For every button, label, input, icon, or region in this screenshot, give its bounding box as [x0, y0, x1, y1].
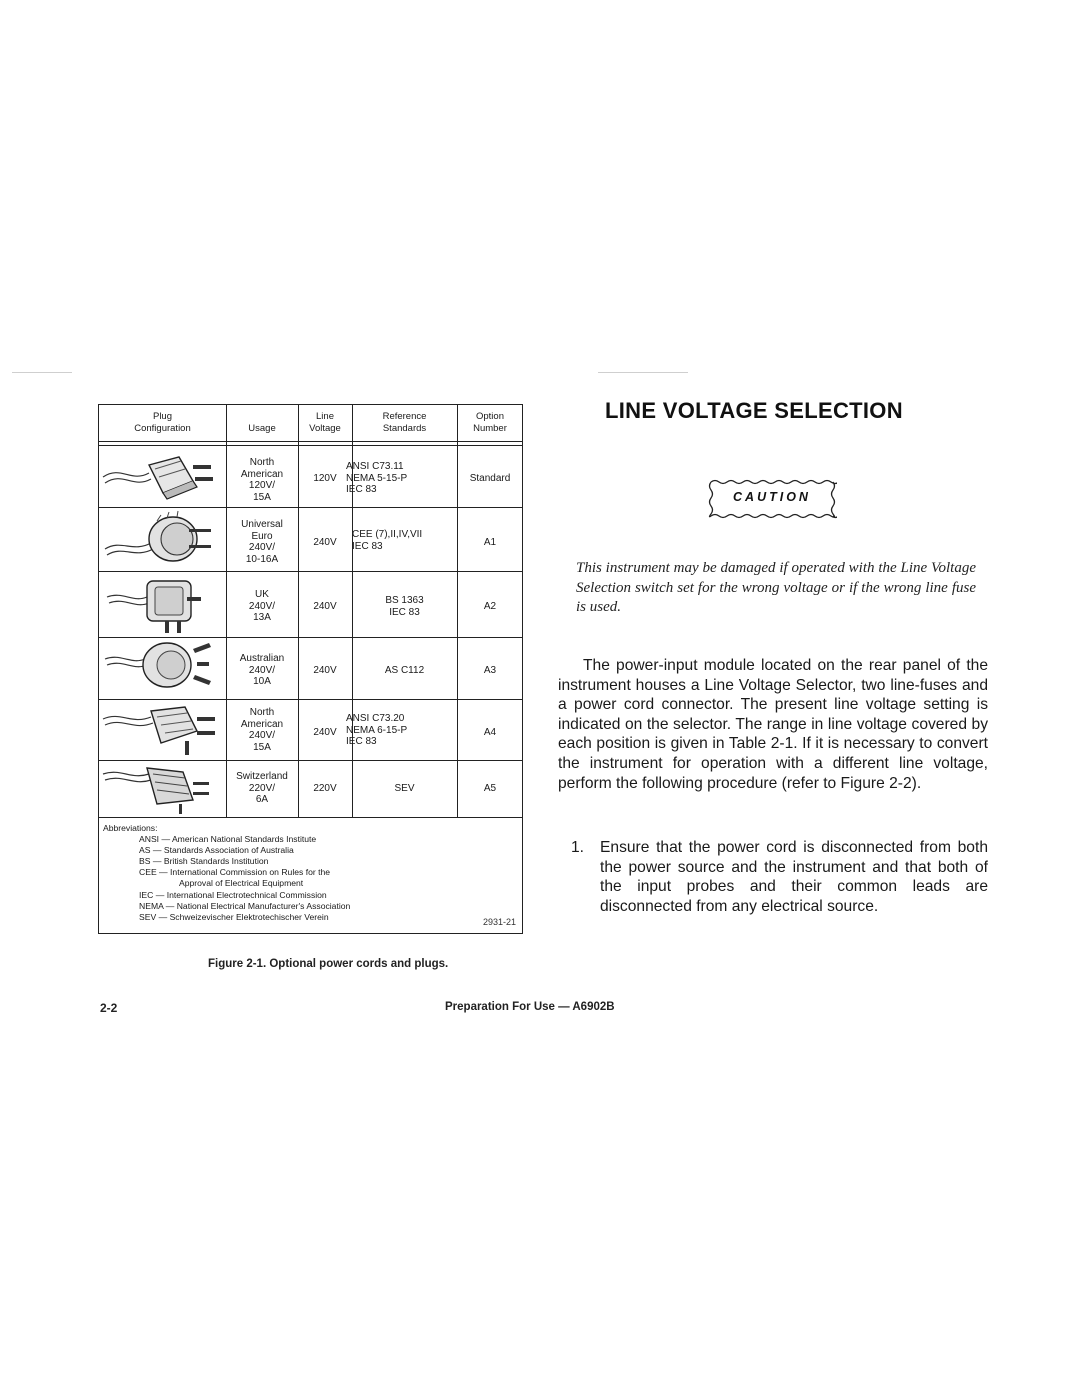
caution-box	[707, 478, 837, 520]
header-line-voltage: Line Voltage	[309, 411, 341, 434]
section-title: LINE VOLTAGE SELECTION	[605, 398, 903, 423]
row1-voltage: 120V	[313, 473, 337, 484]
row2-usage: Universal Euro 240V/ 10-16A	[241, 519, 283, 565]
figure-code: 2931-21	[482, 917, 516, 927]
caution-text: This instrument may be damaged if operated with the Line Voltage Selection switch set for the wrong voltage or if the wrong line fuse is used.	[576, 560, 976, 615]
step-text: Ensure that the power cord is disconnected from both the power source and the instrument and that both of the input probes and their common leads are disconnected from any electrical source.	[600, 839, 988, 915]
abbreviation-bs: BS — British Standards Institution	[139, 856, 269, 867]
abbreviation-sev: SEV — Schweizevischer Elektrotechischer Verein	[139, 911, 329, 922]
abbreviation-cee-cont: Approval of Electrical Equipment	[179, 878, 304, 889]
row6-option: A5	[483, 783, 497, 794]
row4-standards: AS C112	[384, 665, 425, 676]
north-american-240v-plug-icon	[101, 701, 225, 759]
row4-usage: Australian 240V/ 10A	[239, 653, 285, 687]
row6-standards: SEV	[394, 783, 415, 794]
abbreviation-as: AS — Standards Association of Australia	[139, 845, 294, 856]
row1-option: Standard	[469, 473, 511, 484]
page-number: 2-2	[100, 1001, 118, 1015]
header-usage: Usage	[248, 423, 276, 434]
body-paragraph: The power-input module located on the rear panel of the instrument houses a Line Voltage Selector, two line-fuses and a power cord connector. The present line voltage setting is indicated on the selector. The range in line voltage covered by each position is given in Table 2-1. If it is necessary to convert the instrument for operation with a different line voltage, perform the following procedure (refer to Figure 2-2).	[558, 657, 988, 792]
figure-caption: Figure 2-1. Optional power cords and plugs.	[208, 958, 449, 970]
header-plug-configuration: Plug Configuration	[134, 411, 191, 434]
row3-usage: UK 240V/ 13A	[248, 589, 276, 623]
row4-option: A3	[483, 665, 497, 676]
abbreviation-cee: CEE — International Commission on Rules for the	[139, 867, 331, 878]
row1-usage: North American 120V/ 15A	[240, 457, 284, 503]
step-number: 1.	[571, 839, 585, 856]
row5-option: A4	[483, 727, 497, 738]
row3-standards: BS 1363 IEC 83	[385, 595, 424, 618]
row5-usage: North American 240V/ 15A	[240, 707, 284, 753]
row2-option: A1	[483, 537, 497, 548]
row5-standards: ANSI C73.20 NEMA 6-15-P IEC 83	[346, 713, 408, 747]
abbreviation-nema: NEMA — National Electrical Manufacturer's Association	[139, 900, 351, 911]
header-reference-standards: Reference Standards	[382, 411, 427, 434]
swiss-plug-icon	[101, 762, 225, 816]
footer-section: Preparation For Use — A6902B	[445, 1001, 615, 1013]
row6-usage: Switzerland 220V/ 6A	[236, 771, 288, 805]
north-american-plug-icon	[101, 447, 225, 505]
abbreviation-iec: IEC — International Electrotechnical Commission	[139, 889, 327, 900]
row4-voltage: 240V	[313, 665, 337, 676]
abbreviations-title: Abbreviations:	[103, 823, 158, 833]
row3-option: A2	[483, 601, 497, 612]
row5-voltage: 240V	[313, 727, 337, 738]
uk-plug-icon	[101, 573, 225, 635]
header-option-number: Option Number	[473, 411, 507, 434]
row2-standards: CEE (7),II,IV,VII IEC 83	[352, 529, 423, 552]
row2-voltage: 240V	[313, 537, 337, 548]
australian-plug-icon	[101, 639, 225, 697]
row1-standards: ANSI C73.11 NEMA 5-15-P IEC 83	[346, 461, 408, 495]
caution-label: CAUTION	[733, 490, 811, 504]
abbreviations	[103, 823, 513, 923]
row6-voltage: 220V	[313, 783, 337, 794]
euro-plug-icon	[101, 509, 225, 569]
row3-voltage: 240V	[313, 601, 337, 612]
power-cord-table	[98, 404, 523, 934]
abbreviation-ansi: ANSI — American National Standards Institute	[139, 834, 317, 845]
